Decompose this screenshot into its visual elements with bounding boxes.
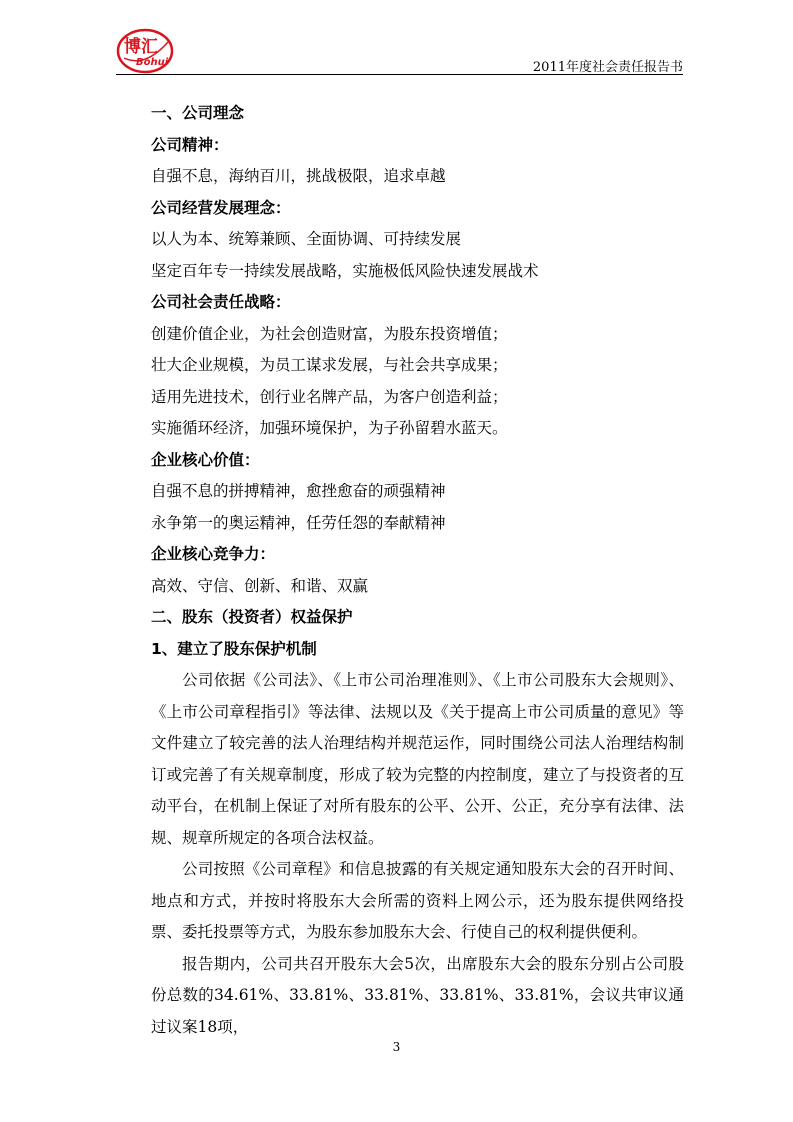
body-paragraph: 报告期内，公司共召开股东大会5次，出席股东大会的股东分别占公司股份总数的34.61%、33.81%、33.81%、33.81%、33.81%，会议共审议通过议案18项，: [151, 954, 684, 1036]
csr-label: 公司社会责任战略：: [151, 293, 291, 311]
core-value-line: 永争第一的奥运精神，任劳任怨的奉献精神: [151, 513, 446, 532]
core-value-line: 自强不息的拼搏精神，愈挫愈奋的顽强精神: [151, 482, 446, 500]
csr-line: 适用先进技术，创行业名牌产品，为客户创造利益；: [151, 387, 508, 406]
competitiveness-label: 企业核心竞争力：: [151, 545, 276, 563]
philosophy-line: 坚定百年专一持续发展战略，实施极低风险快速发展战术: [151, 261, 539, 280]
spirit-label: 公司精神：: [151, 135, 229, 154]
competitiveness-text: 高效、守信、创新、和谐、双赢: [151, 576, 369, 595]
body-paragraph: 公司按照《公司章程》和信息披露的有关规定通知股东大会的召开时间、地点和方式，并按时将股东大会所需的资料上网公示，还为股东提供网络投票、委托投票等方式，为股东参加股东大会、行使自己的权利提供便利。: [151, 860, 684, 941]
section2-sub1-heading: 1、建立了股东保护机制: [151, 639, 317, 658]
section2-heading: 二、股东（投资者）权益保护: [151, 608, 353, 626]
philosophy-line: 以人为本、统筹兼顾、全面协调、可持续发展: [151, 230, 462, 248]
csr-line: 创建价值企业，为社会创造财富，为股东投资增值；: [151, 324, 508, 343]
report-title: 2011年度社会责任报告书: [532, 60, 683, 75]
page-number: 3: [392, 1040, 401, 1054]
header-divider: [116, 74, 683, 75]
logo-text-en: Bohui: [136, 57, 169, 68]
page-content: [151, 98, 684, 1043]
philosophy-label: 公司经营发展理念：: [151, 198, 291, 217]
company-logo: [116, 28, 174, 74]
csr-line: 实施循环经济，加强环境保护，为子孙留碧水蓝天。: [151, 419, 508, 437]
body-paragraph: 公司依据《公司法》、《上市公司治理准则》、《上市公司股东大会规则》、《上市公司章程指引》等法律、法规以及《关于提高上市公司质量的意见》等文件建立了较完善的法人治理结构并规范运作，同时围绕公司法人治理结构制订或完善了有关规章制度，形成了较为完整的内控制度，建立了与投资者的互动平台，在机制上保证了对所有股东的公平、公开、公正，充分享有法律、法规、规章所规定的各项合法权益。: [151, 671, 684, 847]
section1-heading: 一、公司理念: [151, 104, 245, 122]
core-value-label: 企业核心价值：: [151, 450, 260, 469]
spirit-text: 自强不息，海纳百川，挑战极限，追求卓越: [151, 167, 446, 185]
csr-line: 壮大企业规模，为员工谋求发展，与社会共享成果；: [151, 356, 508, 374]
logo-text-cn: 博汇: [124, 37, 158, 57]
